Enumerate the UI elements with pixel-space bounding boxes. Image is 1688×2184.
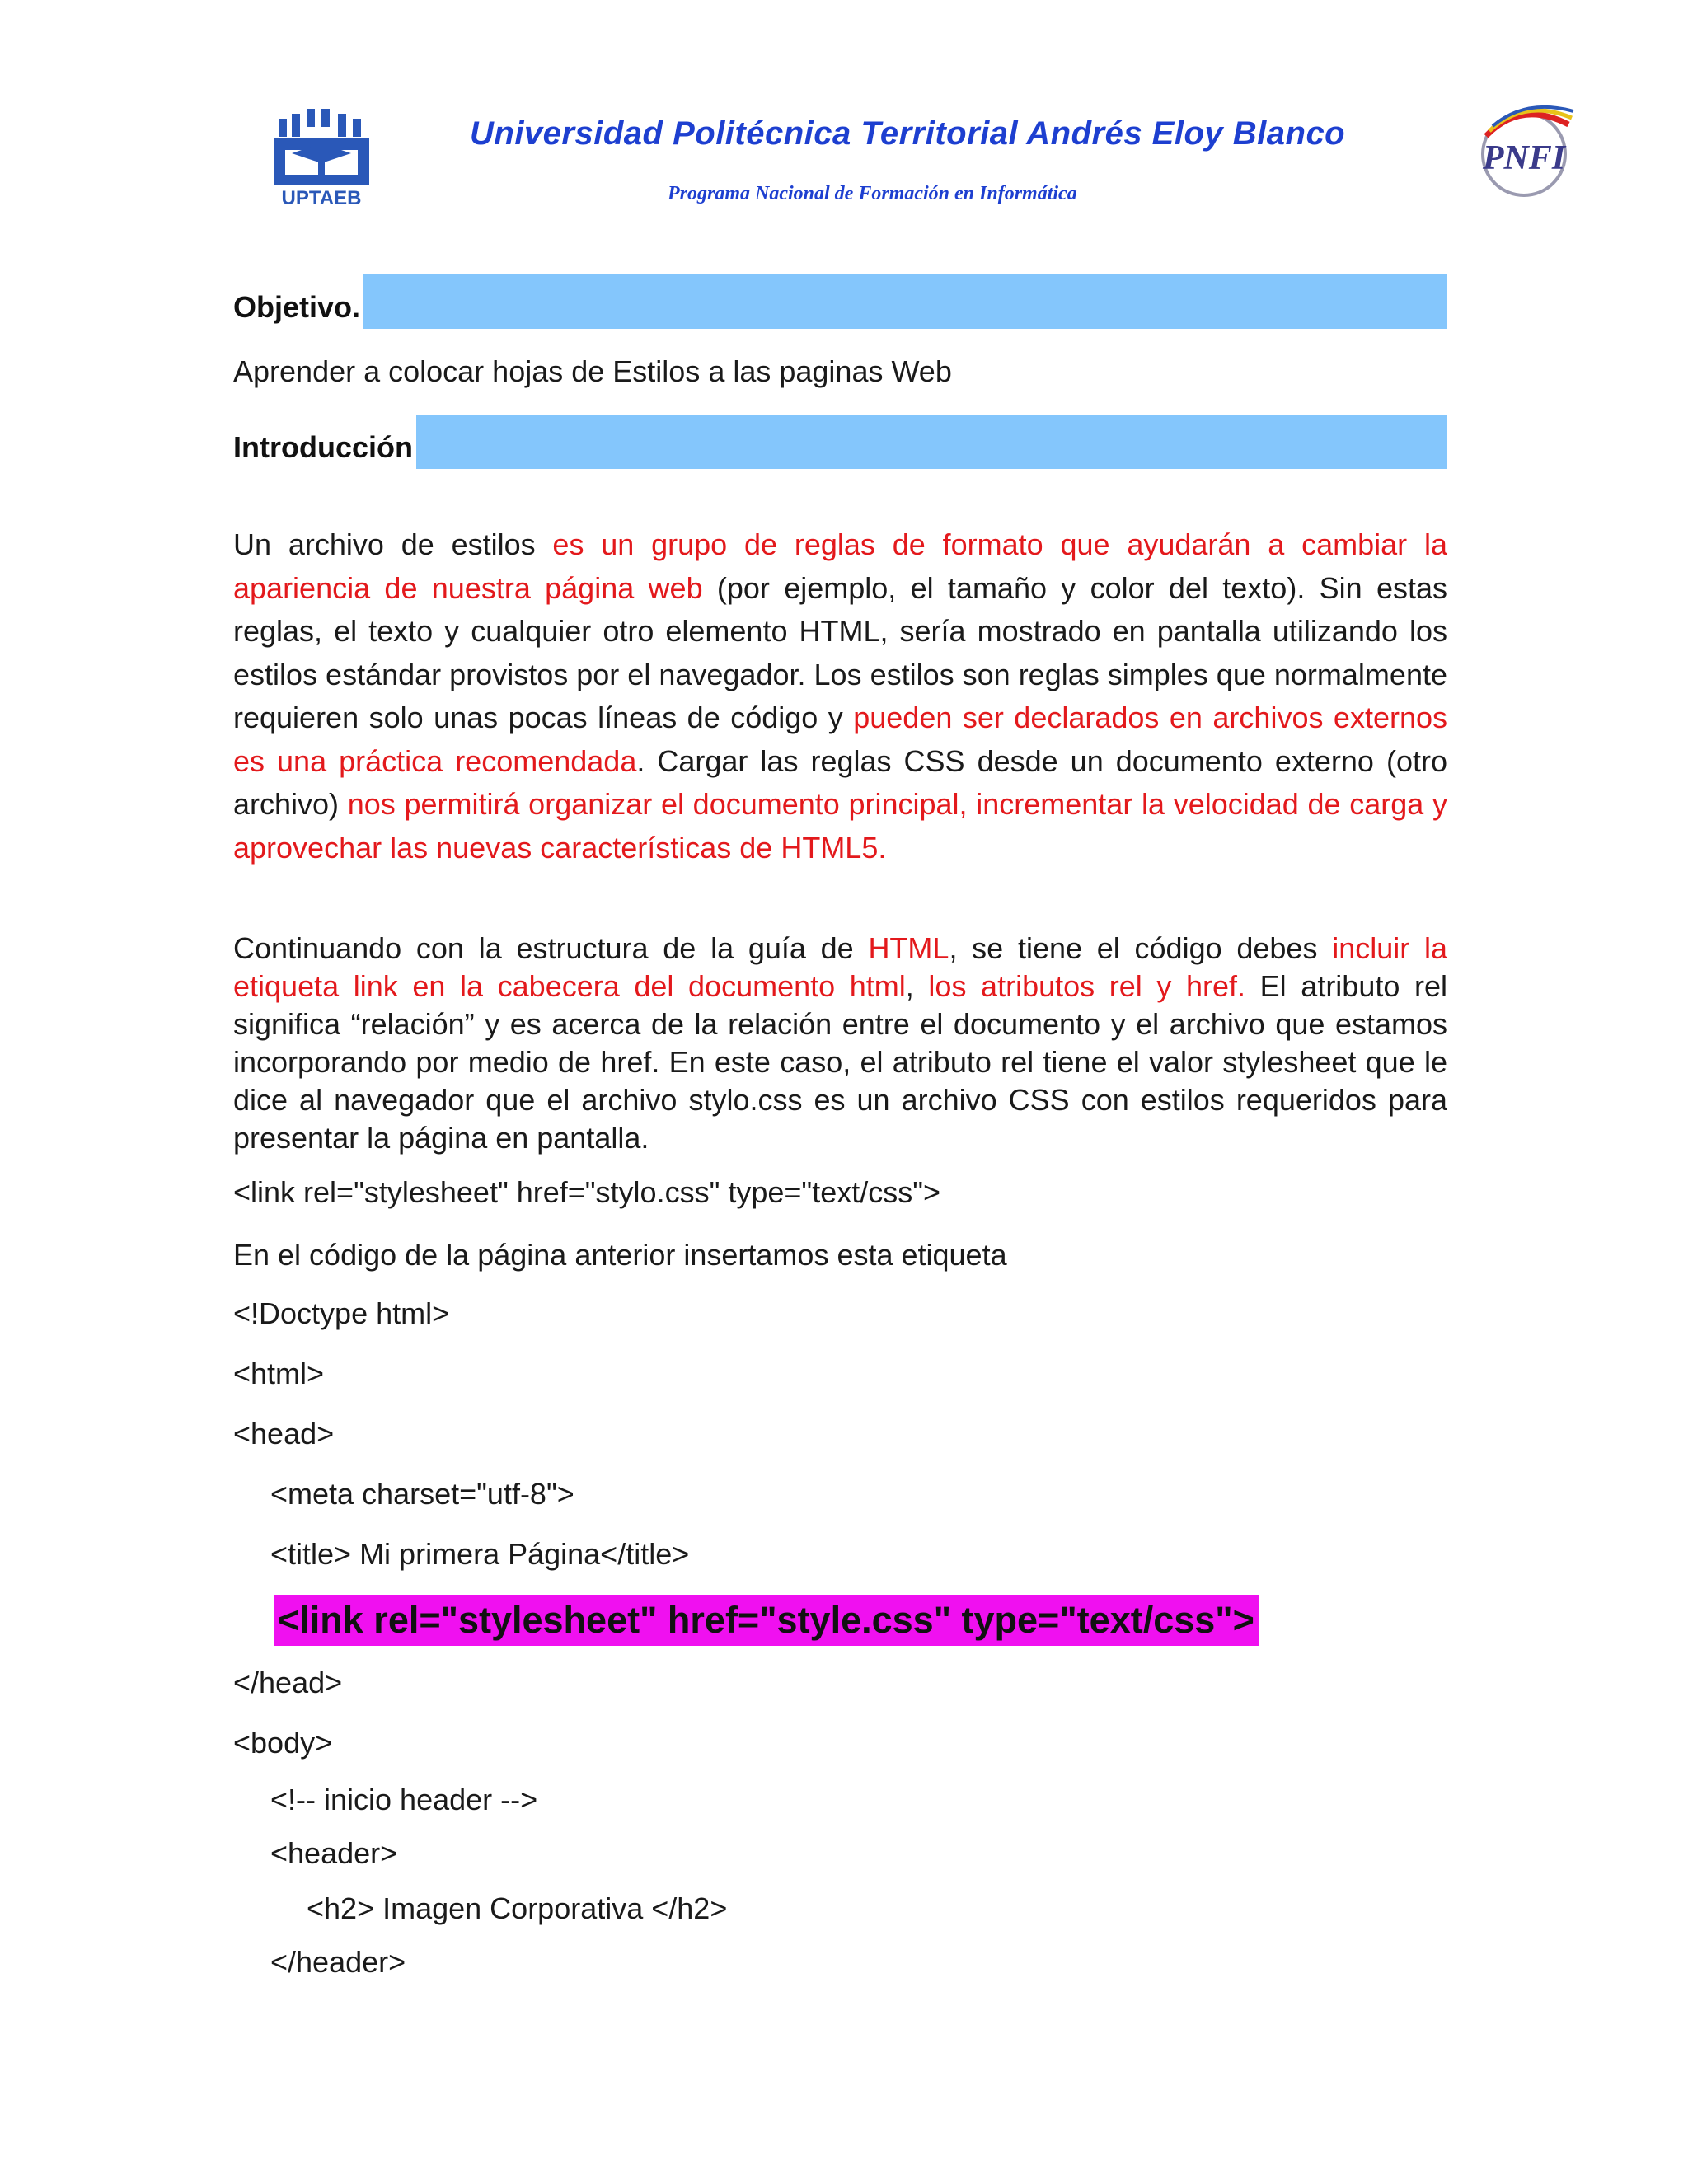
text-run: pueden ser declarados en archivos externos es una práctica recomendada (233, 701, 1448, 778)
code-title: <title> Mi primera Página</title> (270, 1537, 690, 1571)
code-doctype: <!Doctype html> (233, 1296, 450, 1330)
introduccion-section-bar (233, 415, 1447, 469)
pnfi-logo (1471, 103, 1582, 202)
objetivo-text: Aprender a colocar hojas de Estilos a las paginas Web (233, 354, 952, 388)
code-header-open: <header> (270, 1836, 398, 1870)
text-run: los atributos rel y href. (928, 969, 1246, 1003)
code-header-close: </header> (270, 1945, 406, 1979)
text-run: Continuando con la estructura de la guía de (233, 931, 869, 965)
introduccion-paragraph-1 (233, 523, 1447, 869)
text-run: , (905, 969, 929, 1003)
code-comment: <!-- inicio header --> (270, 1783, 538, 1816)
text-run: incluir la etiqueta link en la cabecera del documento html (233, 931, 1447, 1003)
code-link-highlighted: <link rel="stylesheet" href="style.css" type="text/css"> (274, 1595, 1259, 1646)
text-run: Un archivo de estilos (233, 527, 553, 561)
svg-text:UPTAEB: UPTAEB (281, 187, 362, 209)
code-head-close: </head> (233, 1666, 343, 1699)
code-body-open: <body> (233, 1726, 333, 1760)
objetivo-heading: Objetivo. (233, 274, 363, 329)
text-run: HTML (868, 931, 950, 965)
text-run: nos permitirá organizar el documento principal, incrementar la velocidad de carga y aprovechar las nuevas características de HTML5. (233, 787, 1447, 865)
introduccion-heading: Introducción (233, 415, 416, 469)
link-example: <link rel="stylesheet" href="stylo.css" type="text/css"> (233, 1175, 941, 1209)
university-title: Universidad Politécnica Territorial Andrés Eloy Blanco (470, 115, 1346, 152)
program-subtitle: Programa Nacional de Formación en Informática (668, 183, 1077, 204)
objetivo-section-bar (233, 274, 1447, 329)
insert-note: En el código de la página anterior insertamos esta etiqueta (233, 1238, 1007, 1272)
code-html-open: <html> (233, 1357, 325, 1390)
text-run: , se tiene el código debes (949, 931, 1333, 965)
introduccion-paragraph-2 (233, 930, 1447, 1157)
code-h2: <h2> Imagen Corporativa </h2> (307, 1891, 728, 1925)
code-meta: <meta charset="utf-8"> (270, 1477, 574, 1511)
text-run: El atributo rel significa “relación” y es acerca de la relación entre el documento y el archivo que estamos incorporando por medio de href. En este caso, el atributo rel tiene el valor stylesheet que le dice al navegador que el archivo stylo.css es un archivo CSS con estilos requeridos para presentar la página en pantalla. (233, 969, 1447, 1155)
uptaeb-logo (264, 105, 379, 211)
svg-text:PNFI: PNFI (1482, 139, 1566, 177)
text-run: es un grupo de reglas de formato que ayudarán a cambiar la apariencia de nuestra página web (233, 527, 1447, 605)
text-run: (por ejemplo, el tamaño y color del texto). Sin estas reglas, el texto y cualquier otro elemento HTML, sería mostrado en pantalla utilizando los estilos estándar provistos por el navegador. Los estilos son reglas simples que normalmente requieren solo unas pocas líneas de código y (233, 570, 1447, 734)
code-head-open: <head> (233, 1417, 335, 1451)
text-run: . Cargar las reglas CSS desde un documento externo (otro archivo) (233, 743, 1447, 821)
